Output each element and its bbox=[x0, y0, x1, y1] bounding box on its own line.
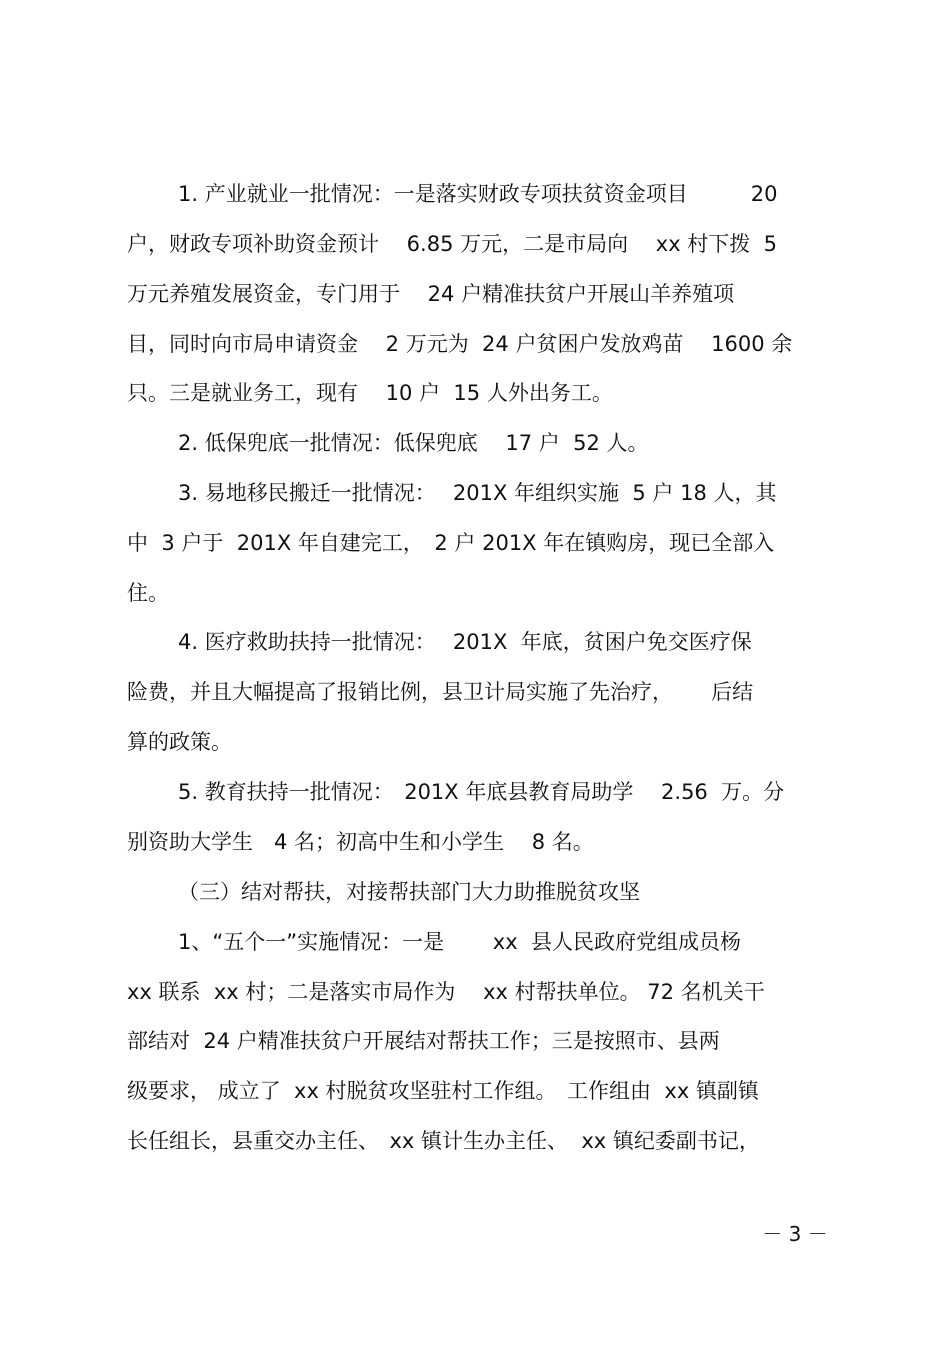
paragraph-line: 1、“五个一”实施情况：一是 xx 县人民政府党组成员杨 bbox=[178, 930, 741, 954]
paragraph-line: 住。 bbox=[127, 581, 169, 605]
paragraph-line: 级要求， 成立了 xx 村脱贫攻坚驻村工作组。 工作组由 xx 镇副镇 bbox=[127, 1079, 759, 1103]
page-number: － 3 － bbox=[762, 1222, 828, 1246]
paragraph-line: 5. 教育扶持一批情况： 201X 年底县教育局助学 2.56 万。分 bbox=[178, 780, 785, 804]
paragraph-line: 算的政策。 bbox=[127, 730, 232, 754]
paragraph-line: 1. 产业就业一批情况：一是落实财政专项扶贫资金项目 20 bbox=[178, 182, 778, 206]
paragraph-line: 目，同时向市局申请资金 2 万元为 24 户贫困户发放鸡苗 1600 余 bbox=[127, 332, 793, 356]
section-heading: （三）结对帮扶，对接帮扶部门大力助推脱贫攻坚 bbox=[178, 880, 640, 904]
paragraph-line: 部结对 24 户精准扶贫户开展结对帮扶工作；三是按照市、县两 bbox=[127, 1029, 720, 1053]
paragraph-line: 别资助大学生 4 名；初高中生和小学生 8 名。 bbox=[127, 830, 594, 854]
paragraph-line: 户，财政专项补助资金预计 6.85 万元，二是市局向 xx 村下拨 5 bbox=[127, 232, 778, 256]
paragraph-line: 中 3 户于 201X 年自建完工， 2 户 201X 年在镇购房，现已全部入 bbox=[127, 531, 775, 555]
paragraph-line: 3. 易地移民搬迁一批情况： 201X 年组织实施 5 户 18 人，其 bbox=[178, 481, 777, 505]
paragraph-line: 4. 医疗救助扶持一批情况： 201X 年底，贫困户免交医疗保 bbox=[178, 630, 752, 654]
paragraph-line: 2. 低保兜底一批情况：低保兜底 17 户 52 人。 bbox=[178, 431, 649, 455]
paragraph-line: 万元养殖发展资金，专门用于 24 户精准扶贫户开展山羊养殖项 bbox=[127, 282, 735, 306]
paragraph-line: 险费，并且大幅提高了报销比例，县卫计局实施了先治疗， 后结 bbox=[127, 680, 754, 704]
paragraph-line: 只。三是就业务工，现有 10 户 15 人外出务工。 bbox=[127, 381, 613, 405]
paragraph-line: 长任组长，县重交办主任、 xx 镇计生办主任、 xx 镇纪委副书记， bbox=[127, 1129, 760, 1153]
paragraph-line: xx 联系 xx 村；二是落实市局作为 xx 村帮扶单位。 72 名机关干 bbox=[127, 980, 765, 1004]
